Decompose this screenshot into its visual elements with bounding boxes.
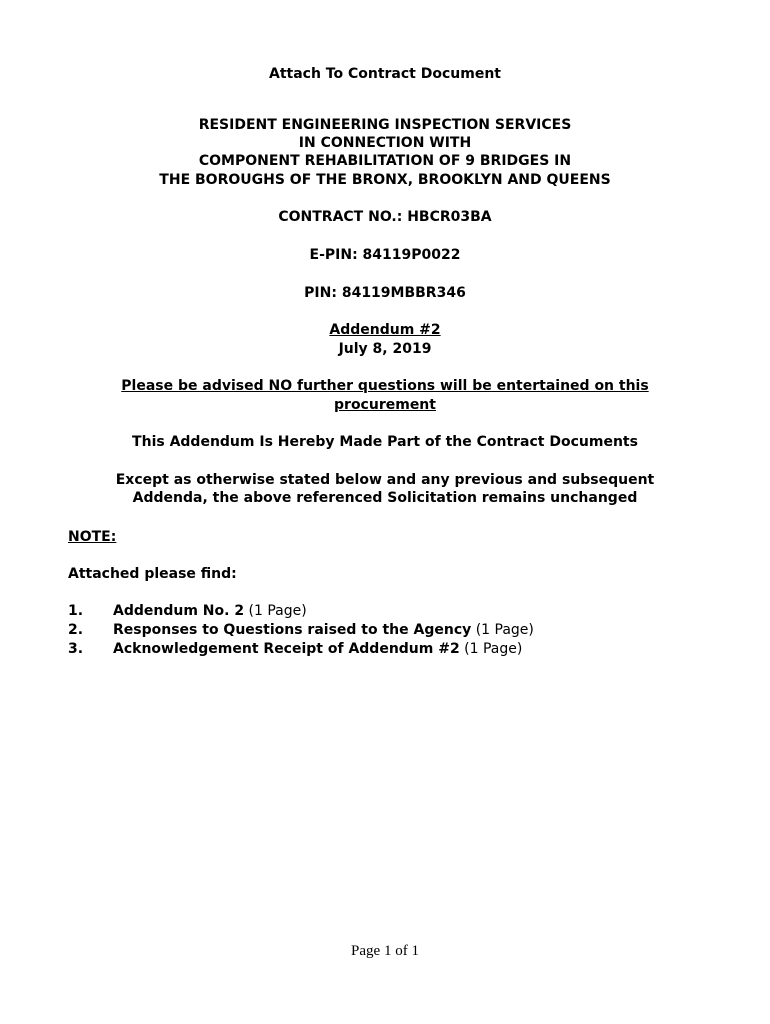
attachment-pages: (1 Page) [244, 603, 307, 619]
notice-line-2: procurement [334, 397, 436, 413]
attachment-pages: (1 Page) [471, 622, 534, 638]
epin-number: E-PIN: 84119P0022 [309, 247, 461, 263]
attachment-title: Addendum No. 2 [113, 603, 245, 619]
addendum-statement: This Addendum Is Hereby Made Part of the Contract Documents [132, 434, 638, 450]
attachment-item-3 [68, 640, 522, 658]
attachment-number: 1. [68, 603, 84, 619]
attached-label: Attached please find: [68, 566, 237, 582]
notice-line-1-wrap [0, 377, 770, 395]
notice-line-2-wrap [0, 396, 770, 414]
page-number: Page 1 of 1 [351, 943, 419, 959]
title-line-3: COMPONENT REHABILITATION OF 9 BRIDGES IN [198, 153, 572, 169]
addendum-label: Addendum #2 [329, 322, 441, 338]
except-line-2: Addenda, the above referenced Solicitation remains unchanged [132, 490, 638, 506]
attachment-number: 3. [68, 641, 84, 657]
attachment-item-2 [68, 621, 534, 639]
attachment-title: Acknowledgement Receipt of Addendum #2 [113, 641, 460, 657]
contract-number: CONTRACT NO.: HBCR03BA [278, 209, 492, 225]
title-line-1: RESIDENT ENGINEERING INSPECTION SERVICES [198, 117, 572, 133]
attachment-number: 2. [68, 622, 84, 638]
note-label: NOTE: [68, 529, 117, 545]
attachment-item-1 [68, 602, 307, 620]
attach-heading: Attach To Contract Document [268, 66, 501, 82]
attachment-title: Responses to Questions raised to the Agency [113, 622, 472, 638]
title-line-2: IN CONNECTION WITH [298, 135, 472, 151]
attachment-pages: (1 Page) [459, 641, 523, 657]
except-line-1: Except as otherwise stated below and any previous and subsequent [115, 472, 655, 488]
pin-number: PIN: 84119MBBR346 [304, 285, 466, 301]
notice-line-1: Please be advised NO further questions will be entertained on this [121, 378, 649, 394]
addendum-label-wrap [0, 321, 770, 339]
addendum-date: July 8, 2019 [338, 341, 432, 357]
title-line-4: THE BOROUGHS OF THE BRONX, BROOKLYN AND QUEENS [159, 172, 611, 188]
